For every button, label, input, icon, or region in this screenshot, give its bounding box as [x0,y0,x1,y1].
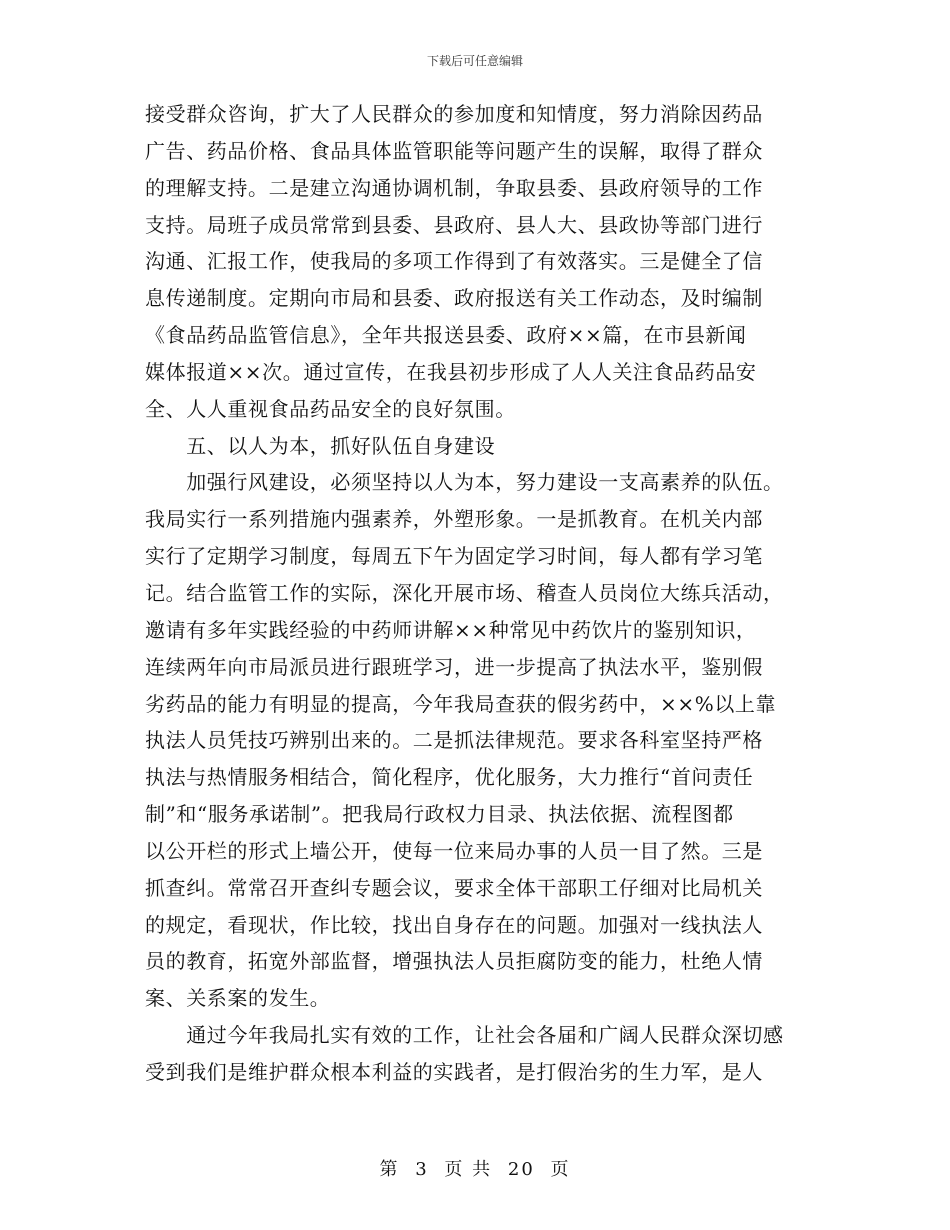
text-line: 劣药品的能力有明显的提高，今年我局查获的假劣药中，××%以上靠 [145,691,777,716]
footer-prefix: 第 [379,1159,400,1180]
text-line: 执法与热情服务相结合，简化程序，优化服务，大力推行“首问责任 [145,765,754,790]
text-line: 通过今年我局扎实有效的工作，让社会各届和广阔人民群众深切感 [145,1023,784,1048]
text-line: 我局实行一系列措施内强素养，外塑形象。一是抓教育。在机关内部 [145,507,763,532]
text-line: 制”和“服务承诺制”。把我局行政权力目录、执法依据、流程图都 [145,802,734,827]
text-line: 《食品药品监管信息》，全年共报送县委、政府××篇，在市县新闻 [145,323,747,348]
section-heading: 五、以人为本，抓好队伍自身建设 [145,433,496,458]
document-body [145,96,805,1091]
text-line: 员的教育，拓宽外部监督，增强执法人员拒腐防变的能力，杜绝人情 [145,949,763,974]
page-total: 20 [507,1159,535,1180]
text-line: 的理解支持。二是建立沟通协调机制，争取县委、县政府领导的工作 [145,175,763,200]
text-line: 支持。局班子成员常常到县委、县政府、县人大、县政协等部门进行 [145,212,763,237]
footer-suffix: 页 [550,1159,571,1180]
text-line: 案、关系案的发生。 [145,986,331,1011]
text-line: 记。结合监管工作的实际，深化开展市场、稽查人员岗位大练兵活动， [145,580,784,605]
page-header: 下载后可任意编辑 [426,54,523,68]
text-line: 受到我们是维护群众根本利益的实践者，是打假治劣的生力军，是人 [145,1059,763,1084]
text-line: 接受群众咨询，扩大了人民群众的参加度和知情度，努力消除因药品 [145,102,763,126]
text-line: 全、人人重视食品药品安全的良好氛围。 [145,396,516,421]
text-line: 加强行风建设，必须坚持以人为本，努力建设一支高素养的队伍。 [145,470,784,495]
text-line: 邀请有多年实践经验的中药师讲解××种常见中药饮片的鉴别知识， [145,617,757,642]
text-line: 的规定，看现状，作比较，找出自身存在的问题。加强对一线执法人 [145,912,763,937]
text-line: 执法人员凭技巧辨别出来的。二是抓法律规范。要求各科室坚持严格 [145,728,763,753]
page-number: 3 [415,1159,429,1180]
text-line: 息传递制度。定期向市局和县委、政府报送有关工作动态，及时编制 [145,286,763,311]
page-footer [0,1155,950,1181]
text-line: 沟通、汇报工作，使我局的多项工作得到了有效落实。三是健全了信 [145,249,763,274]
text-line: 以公开栏的形式上墙公开，使每一位来局办事的人员一目了然。三是 [145,838,763,863]
text-line: 媒体报道××次。通过宣传，在我县初步形成了人人关注食品药品安 [145,359,757,384]
text-line: 抓查纠。常常召开查纠专题会议，要求全体干部职工仔细对比局机关 [145,875,763,900]
text-line: 连续两年向市局派员进行跟班学习，进一步提高了执法水平，鉴别假 [145,654,763,679]
text-line: 广告、药品价格、食品具体监管职能等问题产生的误解，取得了群众 [145,138,763,163]
footer-middle: 页 共 [444,1159,493,1180]
text-line: 实行了定期学习制度，每周五下午为固定学习时间，每人都有学习笔 [145,544,763,569]
